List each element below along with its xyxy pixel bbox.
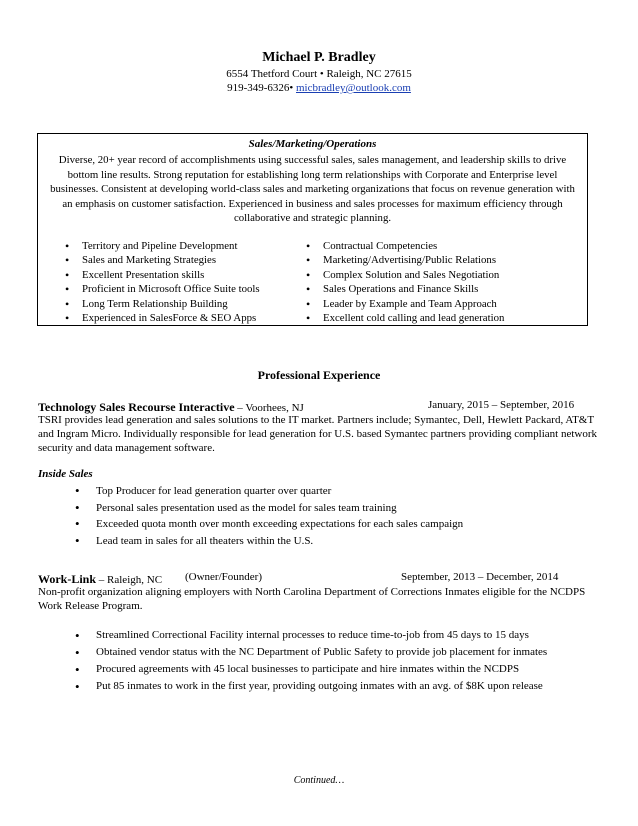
candidate-name: Michael P. Bradley <box>262 50 376 65</box>
skill-item: • Proficient in Microsoft Office Suite tools <box>60 282 260 296</box>
skill-item: • Marketing/Advertising/Public Relations <box>301 253 504 267</box>
job1-bullets <box>75 483 463 549</box>
continued-note: Continued… <box>293 775 345 786</box>
skill-item: • Sales Operations and Finance Skills <box>301 282 504 296</box>
job2-location: – Raleigh, NC <box>96 574 163 586</box>
list-item: • Top Producer for lead generation quarter over quarter <box>75 483 463 500</box>
skills-list-right <box>301 239 504 325</box>
skill-item: • Excellent cold calling and lead generation <box>301 311 504 325</box>
skill-item: • Complex Solution and Sales Negotiation <box>301 268 504 282</box>
list-item: • Personal sales presentation used as the model for sales team training <box>75 500 463 517</box>
skill-item: • Experienced in SalesForce & SEO Apps <box>60 311 260 325</box>
skill-item: • Territory and Pipeline Development <box>60 239 260 253</box>
email-link[interactable]: micbradley@outlook.com <box>296 82 411 94</box>
section-heading-experience: Professional Experience <box>257 368 381 382</box>
job1-location: – Voorhees, NJ <box>234 402 304 414</box>
list-item: • Exceeded quota month over month exceeding expectations for each sales campaign <box>75 516 463 533</box>
list-item: • Streamlined Correctional Facility internal processes to reduce time-to-job from 45 days to 15 days <box>75 627 547 644</box>
job1-company: Technology Sales Recourse Interactive <box>38 400 235 414</box>
list-item: • Put 85 inmates to work in the first year, providing outgoing inmates with an avg. of $8K upon release <box>75 678 547 695</box>
address-line: 6554 Thetford Court • Raleigh, NC 27615 <box>226 68 412 80</box>
summary-box <box>37 133 588 326</box>
skill-item: • Excellent Presentation skills <box>60 268 260 282</box>
job1-subheading: Inside Sales <box>38 468 93 480</box>
skill-item: • Leader by Example and Team Approach <box>301 297 504 311</box>
summary-text: Diverse, 20+ year record of accomplishments using successful sales, sales management, and leadership skills to drive bottom line results. Strong reputation for establishing long term relationships with Corporate and Enterprise level businesses. Consistent at developing world-class sales and marketing organizations that focus on revenue generation with an emphasis on customer satisfaction. Experienced in business and sales processes for maximum efficiency through collaborative and strategic planning. <box>50 154 575 224</box>
contact-line <box>0 82 638 94</box>
skill-item: • Long Term Relationship Building <box>60 297 260 311</box>
summary-title: Sales/Marketing/Operations <box>248 138 377 150</box>
job2-role: (Owner/Founder) <box>185 571 262 583</box>
skill-item: • Sales and Marketing Strategies <box>60 253 260 267</box>
job1-description: TSRI provides lead generation and sales solutions to the IT market. Partners include; Symantec, Dell, Hewlett Packard, AT&T and Ingram Micro. Individually responsible for lead generation for U.S. based Symantec partners providing compliant network security and data management software. <box>38 414 598 454</box>
skills-list-left <box>60 239 260 325</box>
job2-bullets <box>75 627 547 695</box>
job2-dates: September, 2013 – December, 2014 <box>401 571 559 583</box>
list-item: • Lead team in sales for all theaters within the U.S. <box>75 533 463 550</box>
job2-company: Work-Link <box>38 572 97 586</box>
job1-dates: January, 2015 – September, 2016 <box>428 399 575 411</box>
skill-item: • Contractual Competencies <box>301 239 504 253</box>
list-item: • Obtained vendor status with the NC Department of Public Safety to provide job placement for inmates <box>75 644 547 661</box>
list-item: • Procured agreements with 45 local businesses to participate and hire inmates within the NCDPS <box>75 661 547 678</box>
job2-description: Non-profit organization aligning employers with North Carolina Department of Corrections Inmates eligible for the NCDPS Work Release Program. <box>38 586 586 612</box>
phone-number: 919-349-6326• <box>227 82 294 94</box>
